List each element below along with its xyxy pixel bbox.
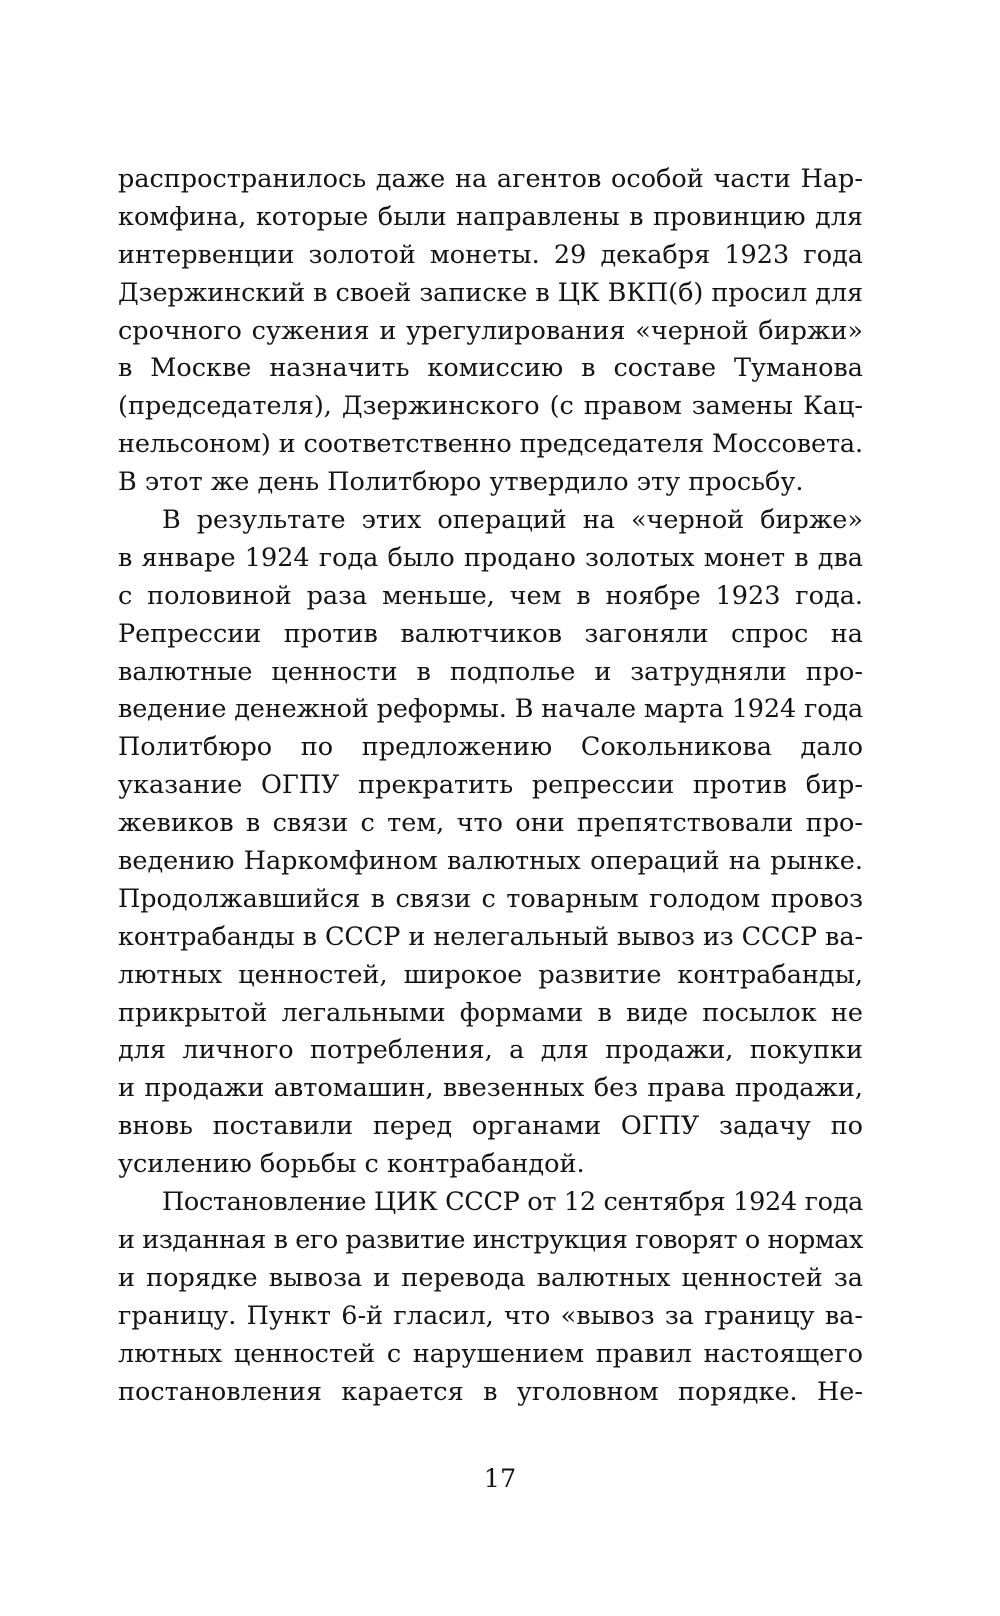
text-line: нельсоном) и соответственно председателя Моссовета. xyxy=(118,429,863,460)
text-line: контрабанды в СССР и нелегальный вывоз из СССР ва- xyxy=(118,921,863,952)
text-line: усилению борьбы с контрабандой. xyxy=(118,1149,585,1180)
page-number: 17 xyxy=(483,1464,517,1494)
text-line: Постановление ЦИК СССР от 12 сентября 1924 года xyxy=(162,1187,863,1218)
text-line: Политбюро по предложению Сокольникова дало xyxy=(118,732,863,763)
text-line: В результате этих операций на «черной бирже» xyxy=(162,505,863,536)
text-line: ведению Наркомфином валютных операций на рынке. xyxy=(118,846,863,877)
text-line: ведение денежной реформы. В начале марта 1924 года xyxy=(118,694,863,725)
text-line: с половиной раза меньше, чем в ноябре 1923 года. xyxy=(118,580,863,611)
text-line: прикрытой легальными формами в виде посылок не xyxy=(118,997,863,1028)
text-line: и порядке вывоза и перевода валютных ценностей за xyxy=(118,1262,863,1293)
text-line: вновь поставили перед органами ОГПУ задачу по xyxy=(118,1111,863,1142)
text-line: Продолжавшийся в связи с товарным голодом провоз xyxy=(118,883,863,914)
text-line: жевиков в связи с тем, что они препятствовали про- xyxy=(118,808,863,839)
text-line: Дзержинский в своей записке в ЦК ВКП(б) просил для xyxy=(118,277,863,308)
text-line: для личного потребления, а для продажи, покупки xyxy=(118,1035,863,1066)
text-line: границу. Пункт 6-й гласил, что «вывоз за границу ва- xyxy=(118,1300,863,1331)
text-line: лютных ценностей с нарушением правил настоящего xyxy=(118,1338,863,1369)
text-line: и продажи автомашин, ввезенных без права продажи, xyxy=(118,1073,863,1104)
text-line: комфина, которые были направлены в провинцию для xyxy=(118,201,863,232)
text-line: в январе 1924 года было продано золотых монет в два xyxy=(118,542,863,573)
text-line: интервенции золотой монеты. 29 декабря 1923 года xyxy=(118,239,863,270)
body-text xyxy=(118,161,863,1411)
text-line: срочного сужения и урегулирования «черной биржи» xyxy=(118,315,863,346)
text-line: постановления карается в уголовном порядке. Не- xyxy=(118,1376,863,1407)
text-line: В этот же день Политбюро утвердило эту просьбу. xyxy=(118,467,804,498)
text-line: лютных ценностей, широкое развитие контрабанды, xyxy=(118,959,863,990)
text-line: указание ОГПУ прекратить репрессии против бир- xyxy=(118,770,863,801)
text-line: валютные ценности в подполье и затрудняли про- xyxy=(118,656,863,687)
text-line: (председателя), Дзержинского (с правом замены Кац- xyxy=(118,391,863,422)
text-line: в Москве назначить комиссию в составе Туманова xyxy=(118,353,863,384)
text-line: Репрессии против валютчиков загоняли спрос на xyxy=(118,618,863,649)
text-line: распространилось даже на агентов особой части Нар- xyxy=(118,164,863,194)
text-line: и изданная в его развитие инструкция говорят о нормах xyxy=(118,1224,863,1255)
